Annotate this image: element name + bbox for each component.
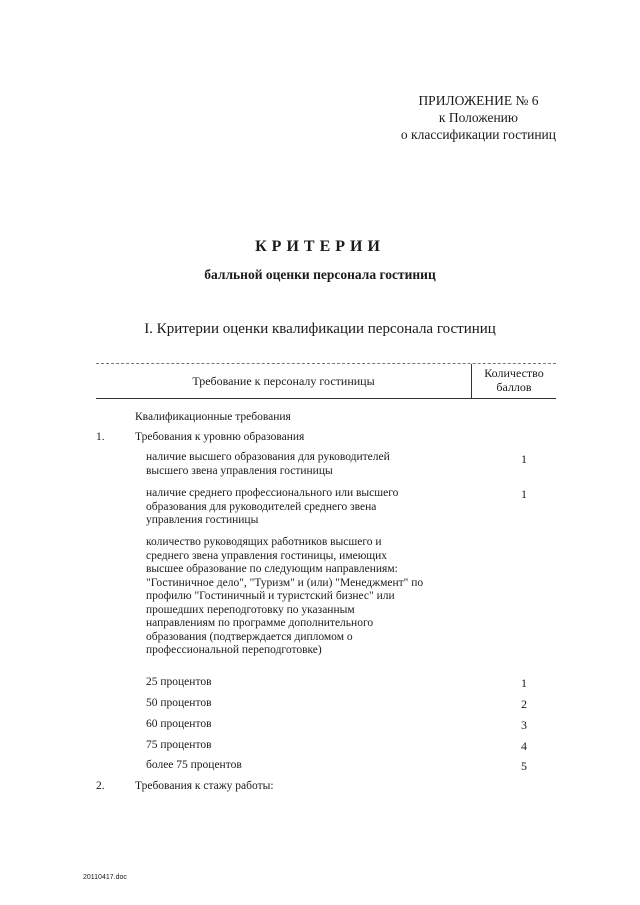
column-header-points-line2: баллов bbox=[496, 380, 532, 394]
column-header-points bbox=[472, 366, 556, 394]
appendix-block bbox=[401, 92, 556, 143]
secondary-education-mid-line: наличие среднего профессионального или высшего bbox=[146, 487, 399, 499]
managers-count-text bbox=[146, 536, 423, 658]
section-title: I. Критерии оценки квалификации персонала гостиниц bbox=[144, 321, 496, 337]
managers-count-line: прошедших переподготовку по указанным bbox=[146, 603, 355, 616]
percent-row-points: 5 bbox=[521, 759, 527, 773]
managers-count-line: профилю "Гостиничный и туристский бизнес" или bbox=[146, 590, 395, 602]
higher-education-senior-text bbox=[146, 451, 390, 478]
document-title: КРИТЕРИИ bbox=[255, 238, 385, 255]
percent-row-points: 4 bbox=[521, 739, 527, 753]
secondary-education-mid-line: управления гостиницы bbox=[146, 514, 259, 526]
percent-row-label: 50 процентов bbox=[146, 697, 212, 709]
percent-row-points: 3 bbox=[521, 718, 527, 732]
secondary-education-mid-points: 1 bbox=[521, 487, 527, 501]
managers-count-line: направлениям по программе дополнительного bbox=[146, 617, 374, 629]
managers-count-line: "Гостиничное дело", "Туризм" и (или) "Менеджмент" по bbox=[146, 576, 424, 589]
footer-filename: 20110417.doc bbox=[83, 874, 127, 881]
column-header-requirement: Требование к персоналу гостиницы bbox=[192, 374, 375, 388]
managers-count-line: среднего звена управления гостиницы, имеющих bbox=[146, 549, 388, 562]
item-2-label: Требования к стажу работы: bbox=[135, 780, 274, 792]
managers-count-line: профессиональной переподготовке) bbox=[146, 644, 322, 656]
managers-count-line: количество руководящих работников высшего и bbox=[146, 536, 382, 548]
secondary-education-mid-text bbox=[146, 487, 398, 528]
percent-row-label: 25 процентов bbox=[146, 676, 212, 688]
item-1-number: 1. bbox=[96, 431, 105, 443]
percent-row-label: 75 процентов bbox=[146, 739, 212, 751]
percent-row-label: более 75 процентов bbox=[146, 759, 242, 771]
percent-row-points: 2 bbox=[521, 697, 527, 711]
managers-count-line: образования (подтверждается дипломом о bbox=[146, 630, 353, 643]
higher-education-senior-points: 1 bbox=[521, 452, 527, 466]
percent-row-points: 1 bbox=[521, 676, 527, 690]
document-subtitle: балльной оценки персонала гостиниц bbox=[204, 267, 436, 282]
qualification-heading: Квалификационные требования bbox=[135, 411, 291, 423]
managers-count-line: высшее образование по следующим направлениям: bbox=[146, 563, 398, 575]
item-2-number: 2. bbox=[96, 780, 105, 792]
appendix-regulation: о классификации гостиниц bbox=[400, 127, 556, 142]
higher-education-senior-line: наличие высшего образования для руководителей bbox=[146, 451, 390, 463]
higher-education-senior-line: высшего звена управления гостиницы bbox=[146, 464, 333, 477]
table-header-rule bbox=[96, 398, 556, 399]
secondary-education-mid-line: образования для руководителей среднего звена bbox=[146, 500, 377, 513]
appendix-number: ПРИЛОЖЕНИЕ № 6 bbox=[418, 93, 539, 108]
appendix-reference: к Положению bbox=[438, 110, 518, 125]
percent-row-label: 60 процентов bbox=[146, 718, 212, 730]
item-1-label: Требования к уровню образования bbox=[135, 431, 305, 443]
column-header-points-line1: Количество bbox=[484, 366, 544, 380]
table-top-rule bbox=[96, 363, 556, 364]
